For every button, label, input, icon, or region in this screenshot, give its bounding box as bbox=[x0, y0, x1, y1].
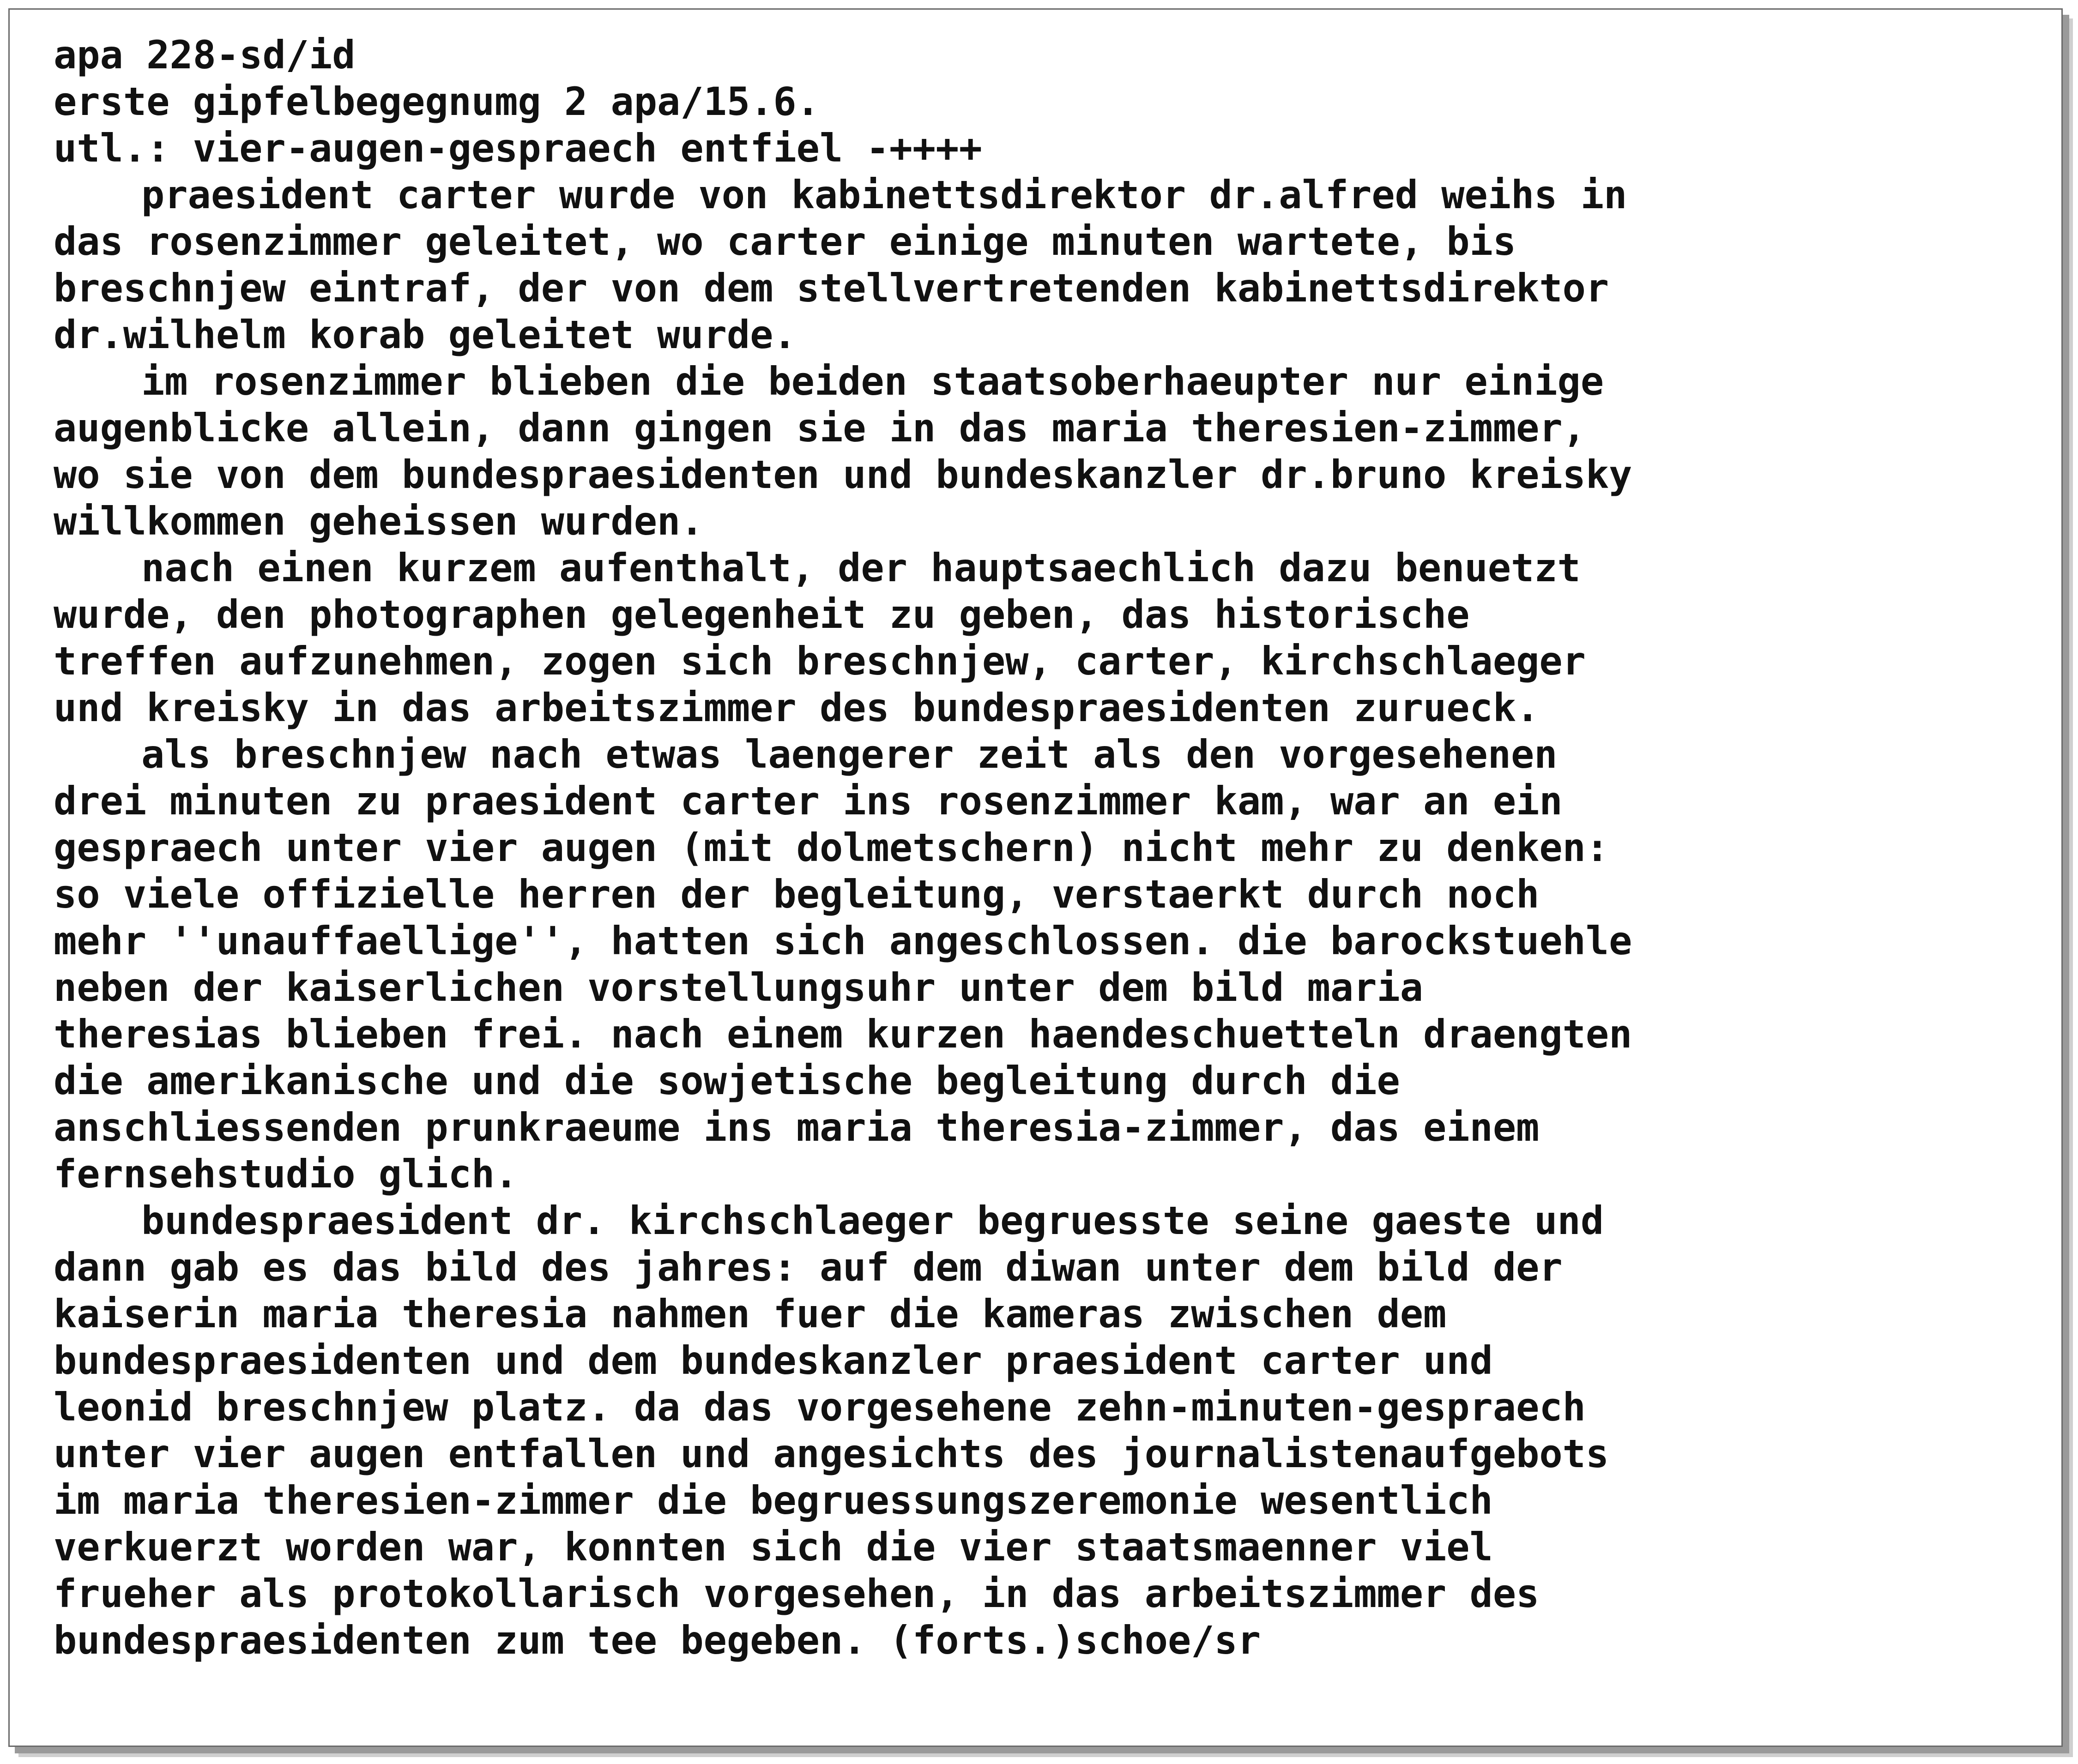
text-line: dr.wilhelm korab geleitet wurde. bbox=[54, 312, 797, 357]
text-line: und kreisky in das arbeitszimmer des bundespraesidenten zurueck. bbox=[54, 685, 1540, 730]
text-line: nach einen kurzem aufenthalt, der hauptsaechlich dazu benuetzt bbox=[141, 545, 1581, 590]
paragraph bbox=[54, 358, 2044, 545]
text-line: fernsehstudio glich. bbox=[54, 1151, 518, 1197]
document-header bbox=[54, 32, 2044, 172]
text-line: frueher als protokollarisch vorgesehen, in das arbeitszimmer des bbox=[54, 1571, 1540, 1616]
text-line: im maria theresien-zimmer die begruessungszeremonie wesentlich bbox=[54, 1478, 1493, 1523]
text-line: mehr ''unauffaellige'', hatten sich angeschlossen. die barockstuehle bbox=[54, 918, 1632, 963]
text-line: bundespraesidenten zum tee begeben. (forts.)schoe/sr bbox=[54, 1618, 1261, 1663]
text-line: wurde, den photographen gelegenheit zu geben, das historische bbox=[54, 592, 1470, 637]
text-line: bundespraesidenten und dem bundeskanzler praesident carter und bbox=[54, 1338, 1493, 1383]
text-line: unter vier augen entfallen und angesichts des journalistenaufgebots bbox=[54, 1431, 1609, 1476]
paragraph bbox=[54, 545, 2044, 731]
teletype-document bbox=[54, 32, 2044, 1664]
text-line: augenblicke allein, dann gingen sie in das maria theresien-zimmer, bbox=[54, 405, 1586, 451]
text-line: breschnjew eintraf, der von dem stellvertretenden kabinettsdirektor bbox=[54, 265, 1609, 311]
text-line: anschliessenden prunkraeume ins maria theresia-zimmer, das einem bbox=[54, 1105, 1540, 1150]
text-line: neben der kaiserlichen vorstellungsuhr unter dem bild maria bbox=[54, 965, 1424, 1010]
text-line: kaiserin maria theresia nahmen fuer die kameras zwischen dem bbox=[54, 1291, 1447, 1337]
text-line: so viele offizielle herren der begleitung, verstaerkt durch noch bbox=[54, 872, 1540, 917]
paragraph bbox=[54, 1198, 2044, 1664]
text-line: theresias blieben frei. nach einem kurzen haendeschuetteln draengten bbox=[54, 1011, 1632, 1057]
paragraph bbox=[54, 731, 2044, 1198]
paragraph bbox=[54, 172, 2044, 358]
text-line: bundespraesident dr. kirchschlaeger begruesste seine gaeste und bbox=[141, 1198, 1604, 1243]
text-line: das rosenzimmer geleitet, wo carter einige minuten wartete, bis bbox=[54, 219, 1516, 264]
text-line: treffen aufzunehmen, zogen sich breschnjew, carter, kirchschlaeger bbox=[54, 638, 1586, 684]
text-line: praesident carter wurde von kabinettsdirektor dr.alfred weihs in bbox=[141, 172, 1627, 217]
text-line: dann gab es das bild des jahres: auf dem diwan unter dem bild der bbox=[54, 1245, 1563, 1290]
text-line: als breschnjew nach etwas laengerer zeit als den vorgesehenen bbox=[141, 732, 1558, 777]
text-line: im rosenzimmer blieben die beiden staatsoberhaeupter nur einige bbox=[141, 359, 1604, 404]
header-line: apa 228-sd/id bbox=[54, 32, 356, 78]
text-line: drei minuten zu praesident carter ins rosenzimmer kam, war an ein bbox=[54, 778, 1563, 824]
text-line: leonid breschnjew platz. da das vorgesehene zehn-minuten-gespraech bbox=[54, 1385, 1586, 1430]
text-line: gespraech unter vier augen (mit dolmetschern) nicht mehr zu denken: bbox=[54, 825, 1609, 870]
header-line: utl.: vier-augen-gespraech entfiel -++++ bbox=[54, 126, 982, 171]
header-line: erste gipfelbegegnumg 2 apa/15.6. bbox=[54, 79, 820, 124]
document-frame bbox=[8, 8, 2063, 1747]
text-line: willkommen geheissen wurden. bbox=[54, 499, 704, 544]
text-line: wo sie von dem bundespraesidenten und bundeskanzler dr.bruno kreisky bbox=[54, 452, 1632, 497]
text-line: verkuerzt worden war, konnten sich die vier staatsmaenner viel bbox=[54, 1524, 1493, 1570]
text-line: die amerikanische und die sowjetische begleitung durch die bbox=[54, 1058, 1400, 1103]
